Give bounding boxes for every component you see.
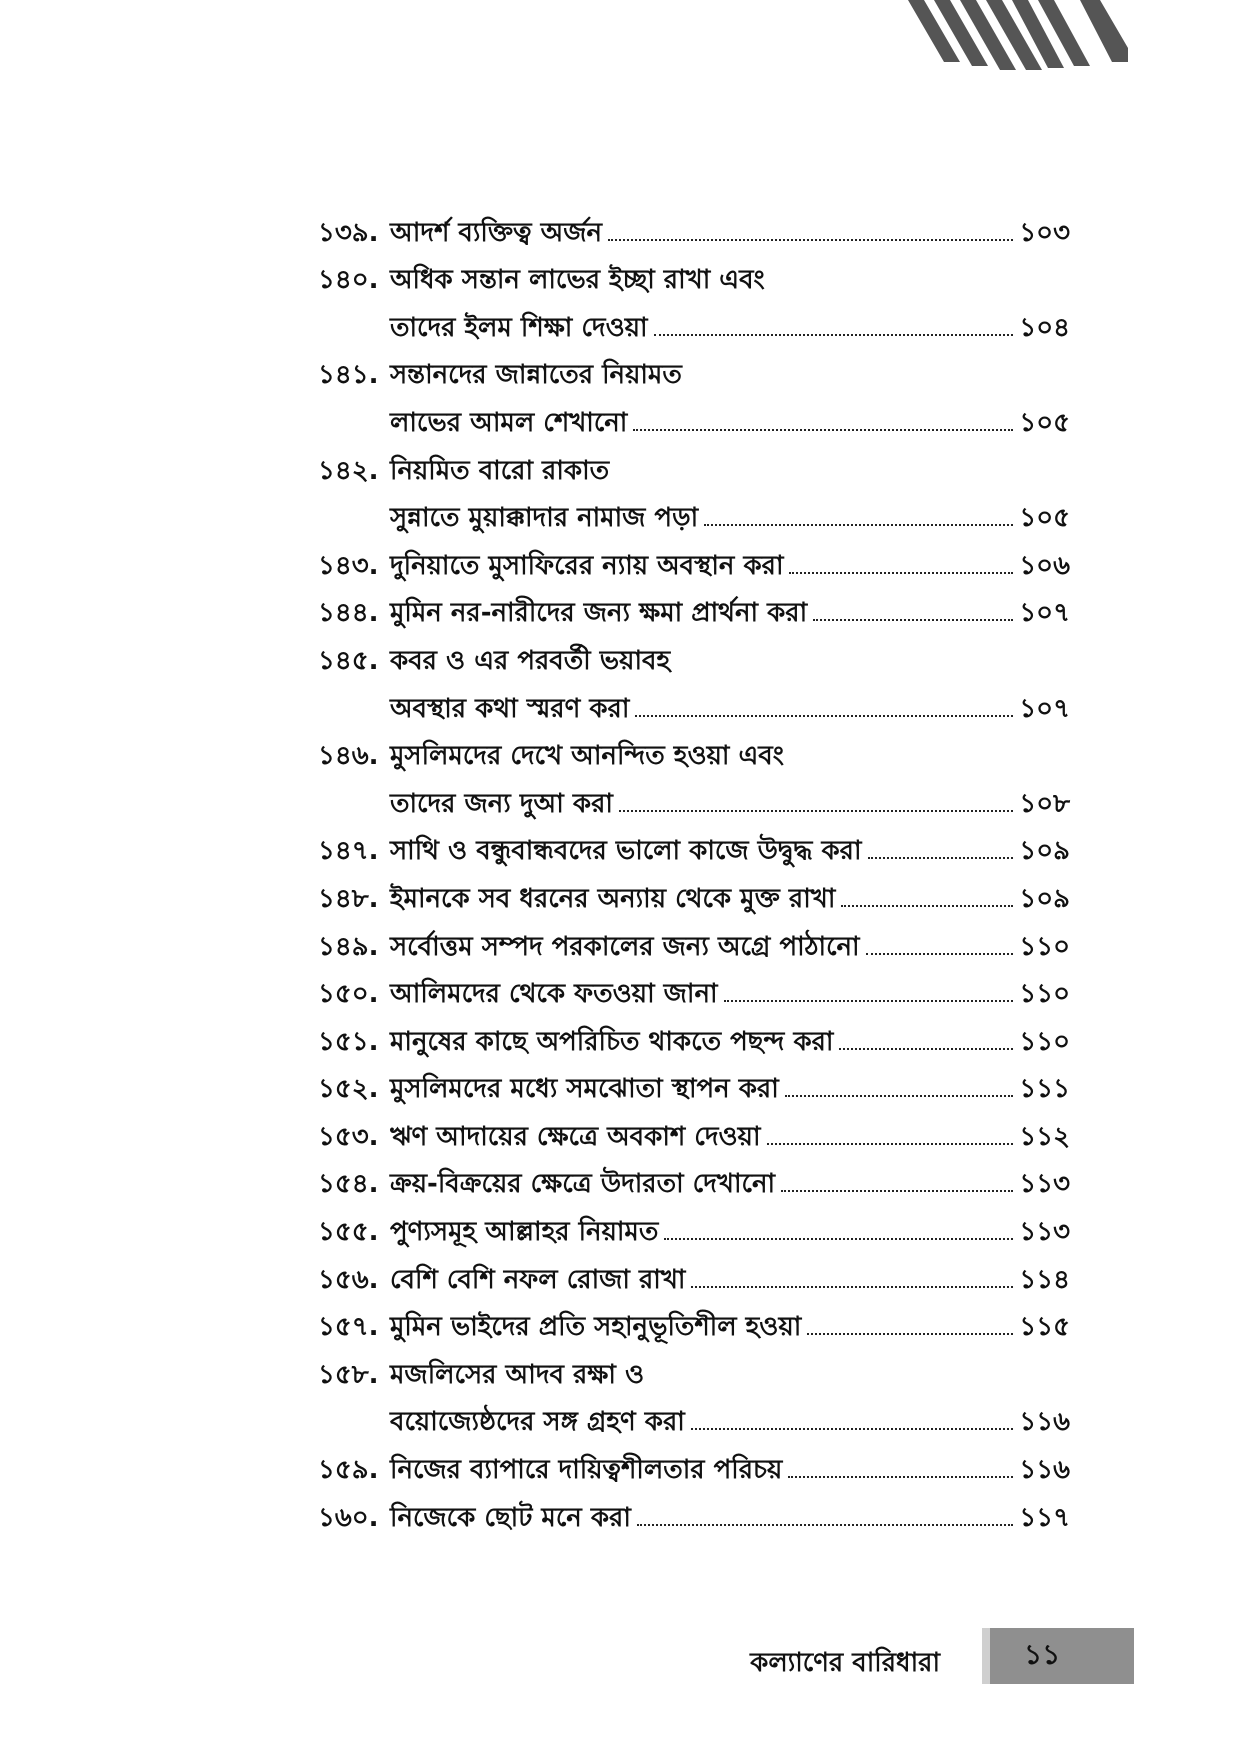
toc-entry-line [318,1299,1070,1347]
toc-entry-page-number: ১১৪ [1019,1264,1070,1295]
toc-entry-title: কবর ও এর পরবর্তী ভয়াবহ [390,645,671,676]
toc-entry-title: তাদের জন্য দুআ করা [390,788,613,819]
toc-entry-page-number: ১০৭ [1019,693,1070,724]
toc-dot-leader [789,572,1013,574]
toc-entry-page-number: ১১৬ [1019,1455,1070,1486]
toc-entry-title: বেশি বেশি নফল রোজা রাখা [390,1264,686,1295]
toc-entry-page-number: ১১৭ [1019,1502,1070,1533]
page-number-box-edge [982,1628,990,1684]
toc-entry-title: মুমিন ভাইদের প্রতি সহানুভূতিশীল হওয়া [390,1312,802,1343]
toc-dot-leader [807,1333,1013,1335]
corner-stripe-decoration [0,0,1240,90]
toc-dot-leader [704,524,1013,526]
toc-entry-number: ১৫৩. [318,1121,379,1152]
toc-entry-line [318,1156,1070,1204]
toc-entry-number: ১৬০. [318,1502,379,1533]
toc-entry-number: ১৫৬. [318,1264,379,1295]
toc-entry-number: ১৪৭. [318,836,379,867]
toc-entry-page-number: ১০৫ [1019,407,1070,438]
toc-entry-title: নিজের ব্যাপারে দায়িত্বশীলতার পরিচয় [390,1455,783,1486]
toc-entry-page-number: ১১০ [1019,1026,1070,1057]
toc-dot-leader [868,857,1014,859]
toc-dot-leader [691,1286,1013,1288]
toc-entry-title: সাথি ও বন্ধুবান্ধবদের ভালো কাজে উদ্বুদ্ধ করা [390,836,862,867]
toc-entry-page-number: ১১০ [1019,931,1070,962]
toc-entry-line [318,870,1070,918]
toc-entry-page-number: ১১২ [1019,1121,1070,1152]
toc-entry-line [318,1203,1070,1251]
toc-entry-title: ঋণ আদায়ের ক্ষেত্রে অবকাশ দেওয়া [390,1121,761,1152]
running-footer-book-title: কল্যাণের বারিধারা [750,1648,940,1678]
toc-entry-title: আলিমদের থেকে ফতওয়া জানা [390,979,718,1010]
toc-entry-title: মানুষের কাছে অপরিচিত থাকতে পছন্দ করা [390,1026,834,1057]
toc-dot-leader [839,1048,1013,1050]
toc-entry-number: ১৪৯. [318,931,379,962]
toc-entry-number: ১৫০. [318,979,379,1010]
toc-entry-title: বয়োজ্যেষ্ঠদের সঙ্গ গ্রহণ করা [390,1407,685,1438]
toc-dot-leader [788,1476,1013,1478]
toc-dot-leader [724,1000,1014,1002]
toc-entry-page-number: ১১০ [1019,979,1070,1010]
page-number: ১১ [1024,1637,1061,1671]
toc-entry-number: ১৪১. [318,360,379,391]
toc-entry-title: পুণ্যসমূহ আল্লাহর নিয়ামত [390,1217,659,1248]
toc-entry-page-number: ১০৯ [1019,836,1070,867]
toc-entry-number: ১৪০. [318,265,379,296]
toc-dot-leader [635,715,1013,717]
toc-entry-number: ১৫৪. [318,1169,379,1200]
toc-entry-line [318,585,1070,633]
toc-entry-number: ১৫৯. [318,1455,379,1486]
toc-entry-line [318,1061,1070,1109]
toc-dot-leader [841,905,1013,907]
toc-entry-line [318,299,1070,347]
toc-entry-line [318,1441,1070,1489]
toc-entry-title: তাদের ইলম শিক্ষা দেওয়া [390,312,648,343]
toc-entry-line [318,966,1070,1014]
toc-dot-leader [767,1143,1014,1145]
toc-dot-leader [691,1428,1014,1430]
toc-entry-page-number: ১১৫ [1019,1312,1070,1343]
toc-entry-line [318,775,1070,823]
toc-entry-page-number: ১১৬ [1019,1407,1070,1438]
toc-entry-number: ১৪৬. [318,741,379,772]
toc-entry-line [318,1251,1070,1299]
toc-entry-number: ১৫৭. [318,1312,379,1343]
toc-entry-title: নিয়মিত বারো রাকাত [390,455,610,486]
toc-entry-page-number: ১০৩ [1019,217,1070,248]
toc-entry-line [318,728,1070,776]
toc-entry-page-number: ১০৮ [1019,788,1070,819]
toc-entry-title: অবস্থার কথা স্মরণ করা [390,693,630,724]
toc-dot-leader [619,810,1013,812]
toc-dot-leader [608,239,1013,241]
toc-entry-title: লাভের আমল শেখানো [390,407,628,438]
toc-entry-line [318,1346,1070,1394]
toc-entry-line [318,252,1070,300]
toc-entry-line [318,394,1070,442]
toc-dot-leader [633,429,1013,431]
toc-dot-leader [813,619,1013,621]
toc-entry-line [318,537,1070,585]
toc-entry-number: ১৫৮. [318,1359,379,1390]
toc-entry-title: সর্বোত্তম সম্পদ পরকালের জন্য অগ্রে পাঠানো [390,931,860,962]
toc-entry-page-number: ১১৩ [1019,1217,1070,1248]
toc-dot-leader [637,1524,1013,1526]
page-number-box [982,1628,1134,1684]
toc-entry-line [318,204,1070,252]
toc-entry-page-number: ১০৪ [1019,312,1070,343]
toc-entry-number: ১৪২. [318,455,379,486]
toc-entry-title: ইমানকে সব ধরনের অন্যায় থেকে মুক্ত রাখা [390,883,836,914]
toc-entry-number: ১৫৫. [318,1217,379,1248]
toc-entry-line [318,1013,1070,1061]
toc-entry-title: দুনিয়াতে মুসাফিরের ন্যায় অবস্থান করা [390,550,784,581]
toc-dot-leader [781,1190,1013,1192]
toc-entry-page-number: ১০৯ [1019,883,1070,914]
toc-entry-line [318,1489,1070,1537]
toc-entry-number: ১৫১. [318,1026,379,1057]
toc-entry-page-number: ১০৬ [1019,550,1070,581]
toc-entry-number: ১৫২. [318,1074,379,1105]
toc-entry-title: মুসলিমদের দেখে আনন্দিত হওয়া এবং [390,741,784,772]
toc-entry-title: মুসলিমদের মধ্যে সমঝোতা স্থাপন করা [390,1074,779,1105]
toc-entry-page-number: ১১৩ [1019,1169,1070,1200]
toc-entry-page-number: ১০৫ [1019,503,1070,534]
toc-entry-title: নিজেকে ছোট মনে করা [390,1502,631,1533]
toc-entry-title: অধিক সন্তান লাভের ইচ্ছা রাখা এবং [390,265,765,296]
toc-entry-page-number: ১১১ [1019,1074,1070,1105]
toc-entry-number: ১৪৩. [318,550,379,581]
toc-entry-title: ক্রয়-বিক্রয়ের ক্ষেত্রে উদারতা দেখানো [390,1169,776,1200]
toc-dot-leader [785,1095,1014,1097]
toc-entry-line [318,442,1070,490]
toc-entry-number: ১৩৯. [318,217,379,248]
toc-entry-page-number: ১০৭ [1019,598,1070,629]
toc-entry-line [318,1394,1070,1442]
toc-entry-line [318,490,1070,538]
toc-entry-title: সুন্নাতে মুয়াক্কাদার নামাজ পড়া [390,503,699,534]
toc-entry-title: মুমিন নর-নারীদের জন্য ক্ষমা প্রার্থনা করা [390,598,808,629]
toc-dot-leader [866,953,1014,955]
toc-entry-title: মজলিসের আদব রক্ষা ও [390,1359,645,1390]
toc-entry-line [318,823,1070,871]
toc-entry-title: সন্তানদের জান্নাতের নিয়ামত [390,360,682,391]
toc-entry-line [318,632,1070,680]
toc-entry-line [318,680,1070,728]
toc-entry-line [318,347,1070,395]
toc-dot-leader [654,334,1014,336]
toc-entry-title: আদর্শ ব্যক্তিত্ব অর্জন [390,217,602,248]
toc-dot-leader [664,1238,1013,1240]
toc-entry-line [318,918,1070,966]
table-of-contents [318,204,1070,1537]
toc-entry-number: ১৪৫. [318,645,379,676]
toc-entry-number: ১৪৮. [318,883,379,914]
toc-entry-line [318,1108,1070,1156]
toc-entry-number: ১৪৪. [318,598,379,629]
